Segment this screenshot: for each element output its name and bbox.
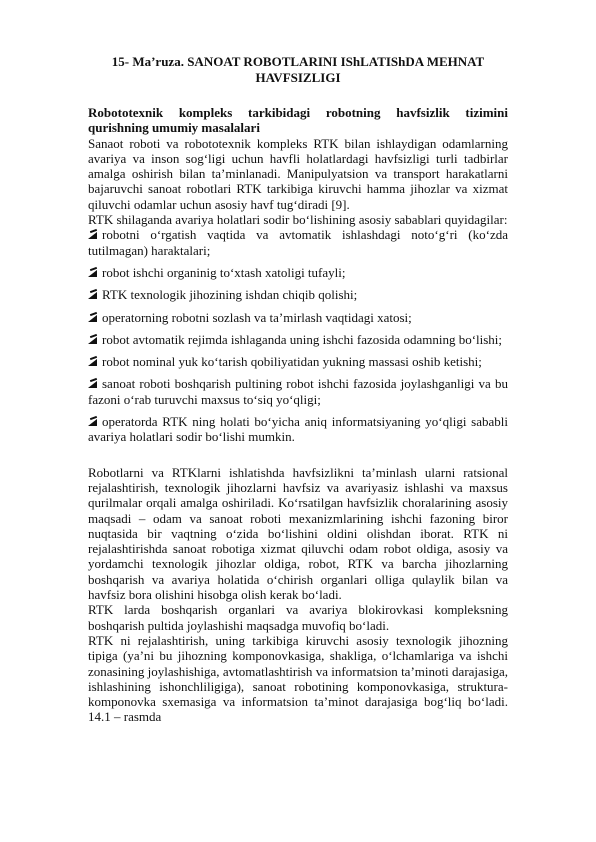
list-item-text: robot avtomatik rejimda ishlaganda uning ishchi fazosida odamning bo‘lishi; — [102, 331, 503, 347]
pen-bullet-icon — [88, 380, 99, 388]
causes-intro: RTK shilaganda avariya holatlari sodir bo‘lishining asosiy sabablari quyidagilar: — [88, 212, 508, 228]
list-item — [88, 287, 508, 302]
pen-bullet-icon — [88, 418, 99, 426]
pen-bullet-icon — [88, 291, 99, 299]
list-item-text: RTK texnologik jihozining ishdan chiqib qolishi; — [102, 287, 358, 303]
causes-list — [88, 227, 508, 444]
list-item — [88, 265, 508, 280]
pen-bullet-icon — [88, 358, 99, 366]
pen-bullet-icon — [88, 336, 99, 344]
list-item — [88, 332, 508, 347]
list-item-text: operatorning robotni sozlash va ta’mirlash vaqtidagi xatosi; — [102, 309, 412, 325]
body-paragraph: Robotlarni va RTKlarni ishlatishda havfsizlikni ta’minlash ularni ratsional rejalashtirish, texnologik jihozlarni havfsiz va avariyasiz ishlashi va maxsus qurilmalar orqali amalga oshiriladi. Ko‘rsatilgan havfsizlik choralarining asosiy maqsadi – odam va sanoat roboti mexanizmlarining ishchi fazoning biror nuqtasida bir vaqtning o‘zida bo‘lishini oldini olishdan iborat. RTK ni rejalashtirishda sanoat robotiga xizmat qiluvchi odam robot oldiga, asosiy va yordamchi texnologik jihozlar oldiga, robot, RTK va barcha jihozlarning boshqarish va avariya holatida o‘chirish organlari olliga qulaylik bilan va havfsiz bora olishini hisobga olish kerak bo‘ladi. — [88, 464, 508, 603]
paragraph-gap — [88, 452, 508, 465]
section-heading: Robototexnik kompleks tarkibidagi robotning havfsizlik tizimini qurishning umumiy masalalari — [88, 105, 508, 136]
list-item — [88, 354, 508, 369]
pen-bullet-icon — [88, 231, 99, 239]
list-item — [88, 414, 508, 445]
list-item-text: robotni o‘rgatish vaqtida va avtomatik ishlashdagi noto‘g‘ri (ko‘zda tutilmagan) haraktalari; — [88, 227, 508, 258]
list-item — [88, 227, 508, 258]
list-item — [88, 376, 508, 407]
pen-bullet-icon — [88, 314, 99, 322]
list-item-text: sanoat roboti boshqarish pultining robot ishchi fazosida joylashganligi va bu fazoni o‘rab turuvchi maxsus to‘siq yo‘qligi; — [88, 376, 508, 407]
pen-bullet-icon — [88, 269, 99, 277]
list-item — [88, 310, 508, 325]
lecture-title: 15- Ma’ruza. SANOAT ROBOTLARINI IShLATIShDA MEHNAT HAVFSIZLIGI — [111, 54, 485, 85]
body-paragraph: RTK larda boshqarish organlari va avariya blokirovkasi kompleksning boshqarish pultida joylashishi maqsadga muvofiq bo‘ladi. — [88, 602, 508, 633]
intro-paragraph: Sanaot roboti va robototexnik kompleks RTK bilan ishlaydigan odamlarning avariya va inson sog‘ligi uchun havfli holatlardagi havfsizligi turli tadbirlar amalga oshirish bilan ta’minlanadi. Manipulyatsion va transport harakatlarni bajaruvchi sanoat robotlari RTK tarkibiga kiruvchi hamma jihozlar va xizmat qiluvchi odamlar uchun asosiy havf tug‘diradi [9]. — [88, 135, 508, 212]
list-item-text: robot nominal yuk ko‘tarish qobiliyatidan yukning massasi oshib ketishi; — [102, 354, 482, 370]
body-paragraph: RTK ni rejalashtirish, uning tarkibiga kiruvchi asosiy texnologik jihozning tipiga (ya’ni bu jihozning komponovkasiga, shakliga, o‘lchamlariga va ishchi zonasining joylashishiga, avtomatlashtirish va informatsion ta’minoti darajasiga, ishlashining ishonchliligiga), sanoat robotining komponovkasiga, struktura-komponovka sxemasiga va informatsion ta’minot darajasiga bog‘liq bo‘ladi. 14.1 – rasmda — [88, 632, 508, 725]
list-item-text: operatorda RTK ning holati bo‘yicha aniq informatsiyaning yo‘qligi sababli avariya holatlari sodir bo‘lishi mumkin. — [88, 414, 508, 445]
document-page — [88, 54, 508, 725]
list-item-text: robot ishchi organinig to‘xtash xatoligi tufayli; — [102, 264, 346, 280]
